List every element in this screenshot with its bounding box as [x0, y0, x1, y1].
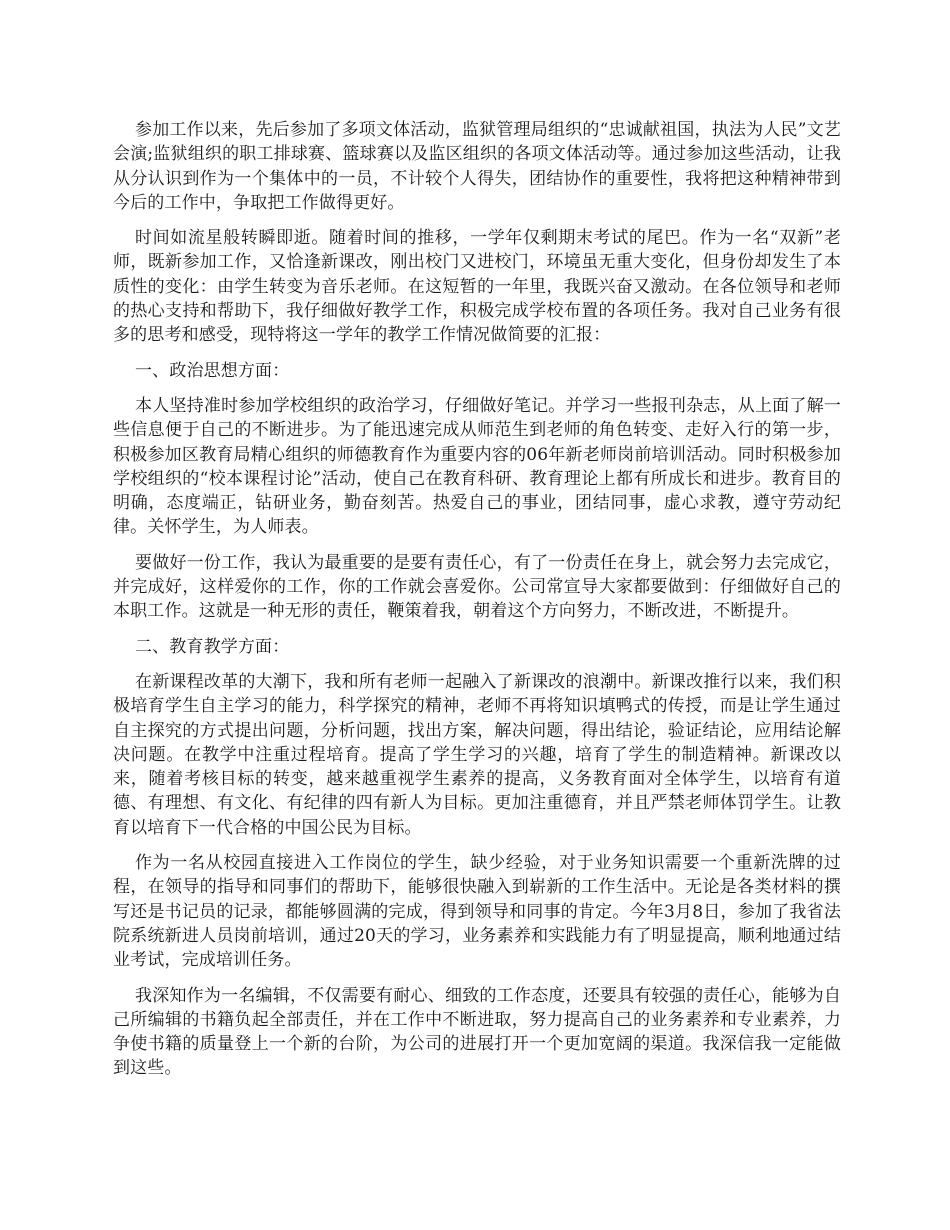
- paragraph-curriculum-reform: 在新课程改革的大潮下，我和所有老师一起融入了新课改的浪潮中。新课改推行以来，我们积极培育学生自主学习的能力，科学探究的精神，老师不再将知识填鸭式的传授，而是让学生通过自主探究的方式提出问题，分析问题，找出方案，解决问题，得出结论，验证结论，应用结论解决问题。在教学中注重过程培育。提高了学生学习的兴趣，培育了学生的制造精神。新课改以来，随着考核目标的转变，越来越重视学生素养的提高，义务教育面对全体学生，以培育有道德、有理想、有文化、有纪律的四有新人为目标。更加注重德育，并且严禁老师体罚学生。让教育以培育下一代合格的中国公民为目标。: [113, 671, 841, 838]
- paragraph-political-study: 本人坚持准时参加学校组织的政治学习，仔细做好笔记。并学习一些报刊杂志，从上面了解一些信息便于自己的不断进步。为了能迅速完成从师范生到老师的角色转变、走好入行的第一步，积极参加区教育局精心组织的师德教育作为重要内容的06年新老师岗前培训活动。同时积极参加学校组织的“校本课程讨论”活动，使自己在教育科研、教育理论上都有所成长和进步。教育目的明确，态度端正，钻研业务，勤奋刻苦。热爱自己的事业，团结同事，虚心求教，遵守劳动纪律。关怀学生，为人师表。: [113, 395, 841, 538]
- document-page: [113, 118, 841, 1092]
- paragraph-intro: 时间如流星般转瞬即逝。随着时间的推移，一学年仅剩期末考试的尾巴。作为一名“双新”老师，既新参加工作，又恰逢新课改，刚出校门又进校门，环境虽无重大变化，但身份却发生了本质性的变化：由学生转变为音乐老师。在这短暂的一年里，我既兴奋又激动。在各位领导和老师的热心支持和帮助下，我仔细做好教学工作，积极完成学校布置的各项任务。我对自己业务有很多的思考和感受，现特将这一学年的教学工作情况做简要的汇报：: [113, 228, 841, 346]
- paragraph-responsibility: 要做好一份工作，我认为最重要的是要有责任心，有了一份责任在身上，就会努力去完成它，并完成好，这样爱你的工作，你的工作就会喜爱你。公司常宣导大家都要做到：仔细做好自己的本职工作。这就是一种无形的责任，鞭策着我，朝着这个方向努力，不断改进，不断提升。: [113, 552, 841, 622]
- section-heading-political: 一、政治思想方面：: [135, 360, 290, 381]
- paragraph-editor: 我深知作为一名编辑，不仅需要有耐心、细致的工作态度，还要具有较强的责任心，能够为自己所编辑的书籍负起全部责任，并在工作中不断进取，努力提高自己的业务素养和专业素养，力争使书籍的质量登上一个新的台阶，为公司的进展打开一个更加宽阔的渠道。我深信我一定能做到这些。: [113, 985, 841, 1079]
- paragraph-new-employee: 作为一名从校园直接进入工作岗位的学生，缺少经验，对于业务知识需要一个重新洗牌的过程，在领导的指导和同事们的帮助下，能够很快融入到崭新的工作生活中。无论是各类材料的撰写还是书记员的记录，都能够圆满的完成，得到领导和同事的肯定。今年3月8日，参加了我省法院系统新进人员岗前培训，通过20天的学习，业务素养和实践能力有了明显提高，顺利地通过结业考试，完成培训任务。: [113, 853, 841, 971]
- section-heading-teaching: 二、教育教学方面：: [135, 636, 290, 657]
- paragraph-activities: 参加工作以来，先后参加了多项文体活动，监狱管理局组织的“忠诚献祖国，执法为人民”文艺会演;监狱组织的职工排球赛、篮球赛以及监区组织的各项文体活动等。通过参加这些活动，让我从分认识到作为一个集体中的一员，不计较个人得失，团结协作的重要性，我将把这种精神带到今后的工作中，争取把工作做得更好。: [113, 120, 841, 213]
